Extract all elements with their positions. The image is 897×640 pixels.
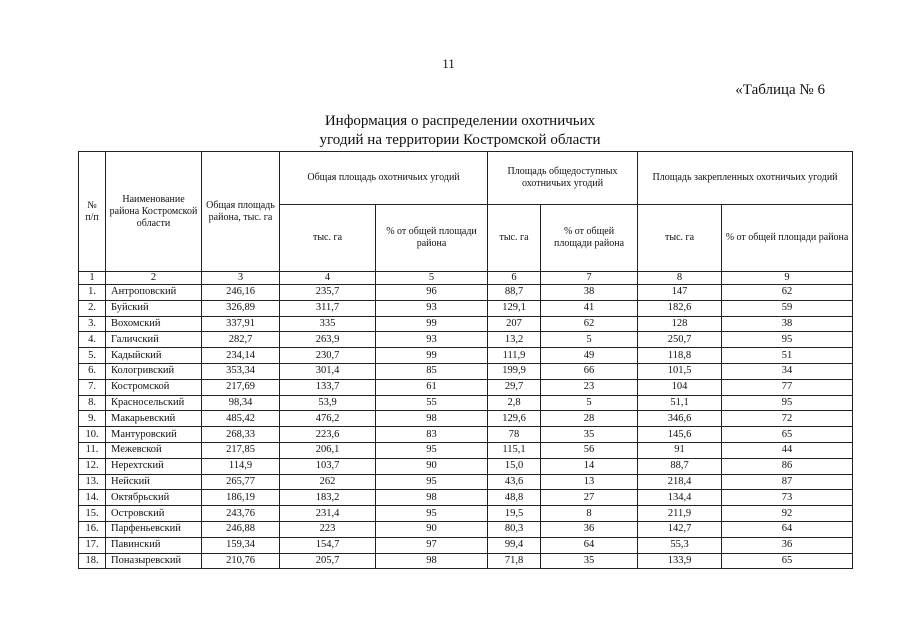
cell-hunting-pct: 90	[376, 521, 488, 537]
cell-hunting-thous-ha: 301,4	[280, 363, 376, 379]
cell-assigned-thous-ha: 147	[638, 285, 722, 301]
table-row	[79, 427, 853, 443]
cell-district-name: Поназыревский	[106, 553, 202, 569]
cell-total-area: 210,76	[202, 553, 280, 569]
cell-row-num: 11.	[79, 442, 106, 458]
table-tag: «Таблица № 6	[735, 82, 825, 98]
cell-public-pct: 38	[541, 285, 638, 301]
cell-total-area: 98,34	[202, 395, 280, 411]
cell-assigned-thous-ha: 101,5	[638, 363, 722, 379]
cell-district-name: Кологривский	[106, 363, 202, 379]
cell-assigned-pct: 34	[722, 363, 853, 379]
cell-total-area: 243,76	[202, 506, 280, 522]
cell-total-area: 485,42	[202, 411, 280, 427]
cell-row-num: 6.	[79, 363, 106, 379]
cell-total-area: 217,69	[202, 379, 280, 395]
hunting-lands-table	[78, 151, 853, 569]
header-assigned-area: Площадь закрепленных охотничьих угодий	[638, 152, 853, 205]
cell-hunting-thous-ha: 235,7	[280, 285, 376, 301]
cell-assigned-thous-ha: 133,9	[638, 553, 722, 569]
column-number: 8	[638, 272, 722, 285]
table-row	[79, 332, 853, 348]
table-row	[79, 521, 853, 537]
cell-assigned-pct: 73	[722, 490, 853, 506]
cell-hunting-pct: 90	[376, 458, 488, 474]
column-number: 9	[722, 272, 853, 285]
cell-hunting-pct: 95	[376, 474, 488, 490]
cell-assigned-thous-ha: 51,1	[638, 395, 722, 411]
cell-hunting-thous-ha: 476,2	[280, 411, 376, 427]
cell-district-name: Красносельский	[106, 395, 202, 411]
header-district-name: Наименование района Костромской области	[106, 152, 202, 272]
cell-assigned-pct: 44	[722, 442, 853, 458]
cell-assigned-thous-ha: 134,4	[638, 490, 722, 506]
cell-assigned-thous-ha: 346,6	[638, 411, 722, 427]
table-row	[79, 363, 853, 379]
cell-public-thous-ha: 15,0	[488, 458, 541, 474]
cell-hunting-thous-ha: 230,7	[280, 348, 376, 364]
column-numbers-row	[79, 272, 853, 285]
cell-hunting-pct: 99	[376, 348, 488, 364]
cell-hunting-thous-ha: 183,2	[280, 490, 376, 506]
cell-public-thous-ha: 2,8	[488, 395, 541, 411]
cell-public-pct: 13	[541, 474, 638, 490]
cell-row-num: 17.	[79, 537, 106, 553]
cell-assigned-thous-ha: 250,7	[638, 332, 722, 348]
cell-hunting-thous-ha: 53,9	[280, 395, 376, 411]
cell-hunting-pct: 83	[376, 427, 488, 443]
cell-row-num: 18.	[79, 553, 106, 569]
table-header	[79, 152, 853, 285]
cell-row-num: 3.	[79, 316, 106, 332]
cell-district-name: Мантуровский	[106, 427, 202, 443]
cell-row-num: 15.	[79, 506, 106, 522]
cell-assigned-pct: 59	[722, 300, 853, 316]
subheader-thous-ha: тыс. га	[488, 205, 541, 272]
cell-total-area: 337,91	[202, 316, 280, 332]
cell-hunting-thous-ha: 223	[280, 521, 376, 537]
cell-public-thous-ha: 29,7	[488, 379, 541, 395]
cell-hunting-thous-ha: 311,7	[280, 300, 376, 316]
cell-public-thous-ha: 13,2	[488, 332, 541, 348]
table-row	[79, 474, 853, 490]
cell-row-num: 10.	[79, 427, 106, 443]
table-row	[79, 442, 853, 458]
cell-district-name: Межевской	[106, 442, 202, 458]
table-row	[79, 379, 853, 395]
cell-assigned-pct: 64	[722, 521, 853, 537]
cell-public-thous-ha: 71,8	[488, 553, 541, 569]
header-public-area: Площадь общедоступных охотничьих угодий	[488, 152, 638, 205]
cell-row-num: 16.	[79, 521, 106, 537]
cell-assigned-pct: 36	[722, 537, 853, 553]
cell-total-area: 246,16	[202, 285, 280, 301]
cell-assigned-pct: 72	[722, 411, 853, 427]
cell-hunting-thous-ha: 231,4	[280, 506, 376, 522]
cell-public-thous-ha: 115,1	[488, 442, 541, 458]
subheader-pct: % от общей площади района	[722, 205, 853, 272]
cell-district-name: Антроповский	[106, 285, 202, 301]
cell-assigned-pct: 65	[722, 553, 853, 569]
cell-row-num: 4.	[79, 332, 106, 348]
subheader-pct: % от общей площади района	[376, 205, 488, 272]
header-total-area: Общая площадь района, тыс. га	[202, 152, 280, 272]
cell-district-name: Нейский	[106, 474, 202, 490]
table-row	[79, 490, 853, 506]
cell-assigned-thous-ha: 91	[638, 442, 722, 458]
cell-assigned-thous-ha: 55,3	[638, 537, 722, 553]
cell-hunting-pct: 93	[376, 300, 488, 316]
cell-total-area: 326,89	[202, 300, 280, 316]
cell-assigned-thous-ha: 211,9	[638, 506, 722, 522]
cell-district-name: Островский	[106, 506, 202, 522]
cell-assigned-thous-ha: 88,7	[638, 458, 722, 474]
cell-public-pct: 49	[541, 348, 638, 364]
cell-hunting-pct: 93	[376, 332, 488, 348]
cell-hunting-pct: 95	[376, 506, 488, 522]
title-line-1: Информация о распределении охотничьих	[324, 113, 596, 129]
cell-public-thous-ha: 19,5	[488, 506, 541, 522]
cell-hunting-pct: 85	[376, 363, 488, 379]
cell-district-name: Кадыйский	[106, 348, 202, 364]
cell-public-thous-ha: 99,4	[488, 537, 541, 553]
cell-hunting-thous-ha: 206,1	[280, 442, 376, 458]
cell-public-pct: 28	[541, 411, 638, 427]
cell-total-area: 246,88	[202, 521, 280, 537]
header-num: № п/п	[79, 152, 106, 272]
cell-hunting-pct: 98	[376, 553, 488, 569]
cell-public-thous-ha: 48,8	[488, 490, 541, 506]
cell-assigned-pct: 95	[722, 395, 853, 411]
cell-public-thous-ha: 43,6	[488, 474, 541, 490]
table-row	[79, 553, 853, 569]
cell-hunting-thous-ha: 133,7	[280, 379, 376, 395]
cell-hunting-pct: 98	[376, 411, 488, 427]
cell-district-name: Макарьевский	[106, 411, 202, 427]
cell-assigned-pct: 95	[722, 332, 853, 348]
cell-row-num: 2.	[79, 300, 106, 316]
cell-row-num: 14.	[79, 490, 106, 506]
subheader-thous-ha: тыс. га	[638, 205, 722, 272]
cell-assigned-thous-ha: 145,6	[638, 427, 722, 443]
cell-row-num: 8.	[79, 395, 106, 411]
cell-hunting-pct: 55	[376, 395, 488, 411]
cell-total-area: 268,33	[202, 427, 280, 443]
cell-total-area: 159,34	[202, 537, 280, 553]
subheader-pct: % от общей площади района	[541, 205, 638, 272]
column-number: 1	[79, 272, 106, 285]
cell-hunting-thous-ha: 263,9	[280, 332, 376, 348]
cell-district-name: Нерехтский	[106, 458, 202, 474]
cell-public-pct: 23	[541, 379, 638, 395]
cell-assigned-pct: 77	[722, 379, 853, 395]
cell-hunting-pct: 96	[376, 285, 488, 301]
cell-row-num: 9.	[79, 411, 106, 427]
cell-row-num: 1.	[79, 285, 106, 301]
cell-hunting-pct: 99	[376, 316, 488, 332]
cell-public-pct: 35	[541, 427, 638, 443]
cell-hunting-thous-ha: 205,7	[280, 553, 376, 569]
cell-assigned-pct: 86	[722, 458, 853, 474]
cell-assigned-thous-ha: 128	[638, 316, 722, 332]
subheader-thous-ha: тыс. га	[280, 205, 376, 272]
page-number: 11	[442, 56, 455, 71]
cell-hunting-thous-ha: 223,6	[280, 427, 376, 443]
cell-public-pct: 35	[541, 553, 638, 569]
column-number: 3	[202, 272, 280, 285]
table-row	[79, 316, 853, 332]
cell-public-thous-ha: 78	[488, 427, 541, 443]
cell-public-pct: 56	[541, 442, 638, 458]
cell-public-pct: 14	[541, 458, 638, 474]
column-number: 7	[541, 272, 638, 285]
cell-public-thous-ha: 129,1	[488, 300, 541, 316]
cell-hunting-thous-ha: 154,7	[280, 537, 376, 553]
table-row	[79, 411, 853, 427]
cell-assigned-thous-ha: 218,4	[638, 474, 722, 490]
table-body	[79, 285, 853, 569]
cell-district-name: Буйский	[106, 300, 202, 316]
cell-public-thous-ha: 88,7	[488, 285, 541, 301]
cell-public-pct: 27	[541, 490, 638, 506]
cell-row-num: 12.	[79, 458, 106, 474]
cell-public-thous-ha: 111,9	[488, 348, 541, 364]
cell-assigned-pct: 92	[722, 506, 853, 522]
cell-hunting-thous-ha: 262	[280, 474, 376, 490]
document-title	[200, 112, 720, 150]
cell-public-thous-ha: 207	[488, 316, 541, 332]
column-number: 4	[280, 272, 376, 285]
cell-total-area: 186,19	[202, 490, 280, 506]
table-row	[79, 458, 853, 474]
cell-public-pct: 8	[541, 506, 638, 522]
cell-row-num: 7.	[79, 379, 106, 395]
cell-public-pct: 5	[541, 332, 638, 348]
cell-total-area: 282,7	[202, 332, 280, 348]
column-number: 2	[106, 272, 202, 285]
cell-district-name: Парфеньевский	[106, 521, 202, 537]
cell-district-name: Вохомский	[106, 316, 202, 332]
cell-public-pct: 62	[541, 316, 638, 332]
cell-assigned-thous-ha: 182,6	[638, 300, 722, 316]
cell-district-name: Октябрьский	[106, 490, 202, 506]
table-row	[79, 395, 853, 411]
column-number: 5	[376, 272, 488, 285]
cell-assigned-thous-ha: 142,7	[638, 521, 722, 537]
table-row	[79, 348, 853, 364]
cell-row-num: 5.	[79, 348, 106, 364]
column-number: 6	[488, 272, 541, 285]
cell-total-area: 265,77	[202, 474, 280, 490]
cell-assigned-pct: 51	[722, 348, 853, 364]
cell-public-pct: 5	[541, 395, 638, 411]
table-row	[79, 285, 853, 301]
cell-public-thous-ha: 80,3	[488, 521, 541, 537]
cell-public-pct: 66	[541, 363, 638, 379]
cell-public-thous-ha: 129,6	[488, 411, 541, 427]
table-row	[79, 300, 853, 316]
title-line-2: угодий на территории Костромской области	[319, 132, 601, 148]
cell-hunting-pct: 61	[376, 379, 488, 395]
cell-hunting-pct: 98	[376, 490, 488, 506]
cell-hunting-pct: 97	[376, 537, 488, 553]
cell-assigned-pct: 38	[722, 316, 853, 332]
cell-row-num: 13.	[79, 474, 106, 490]
cell-assigned-pct: 62	[722, 285, 853, 301]
cell-public-pct: 36	[541, 521, 638, 537]
header-hunting-area: Общая площадь охотничьих угодий	[280, 152, 488, 205]
cell-assigned-thous-ha: 118,8	[638, 348, 722, 364]
cell-hunting-thous-ha: 335	[280, 316, 376, 332]
cell-public-thous-ha: 199,9	[488, 363, 541, 379]
table-row	[79, 537, 853, 553]
cell-district-name: Павинский	[106, 537, 202, 553]
cell-district-name: Галичский	[106, 332, 202, 348]
cell-total-area: 217,85	[202, 442, 280, 458]
table-row	[79, 506, 853, 522]
cell-hunting-pct: 95	[376, 442, 488, 458]
cell-assigned-pct: 65	[722, 427, 853, 443]
cell-assigned-thous-ha: 104	[638, 379, 722, 395]
cell-total-area: 234,14	[202, 348, 280, 364]
cell-public-pct: 41	[541, 300, 638, 316]
cell-total-area: 114,9	[202, 458, 280, 474]
cell-total-area: 353,34	[202, 363, 280, 379]
cell-assigned-pct: 87	[722, 474, 853, 490]
cell-public-pct: 64	[541, 537, 638, 553]
cell-district-name: Костромской	[106, 379, 202, 395]
cell-hunting-thous-ha: 103,7	[280, 458, 376, 474]
